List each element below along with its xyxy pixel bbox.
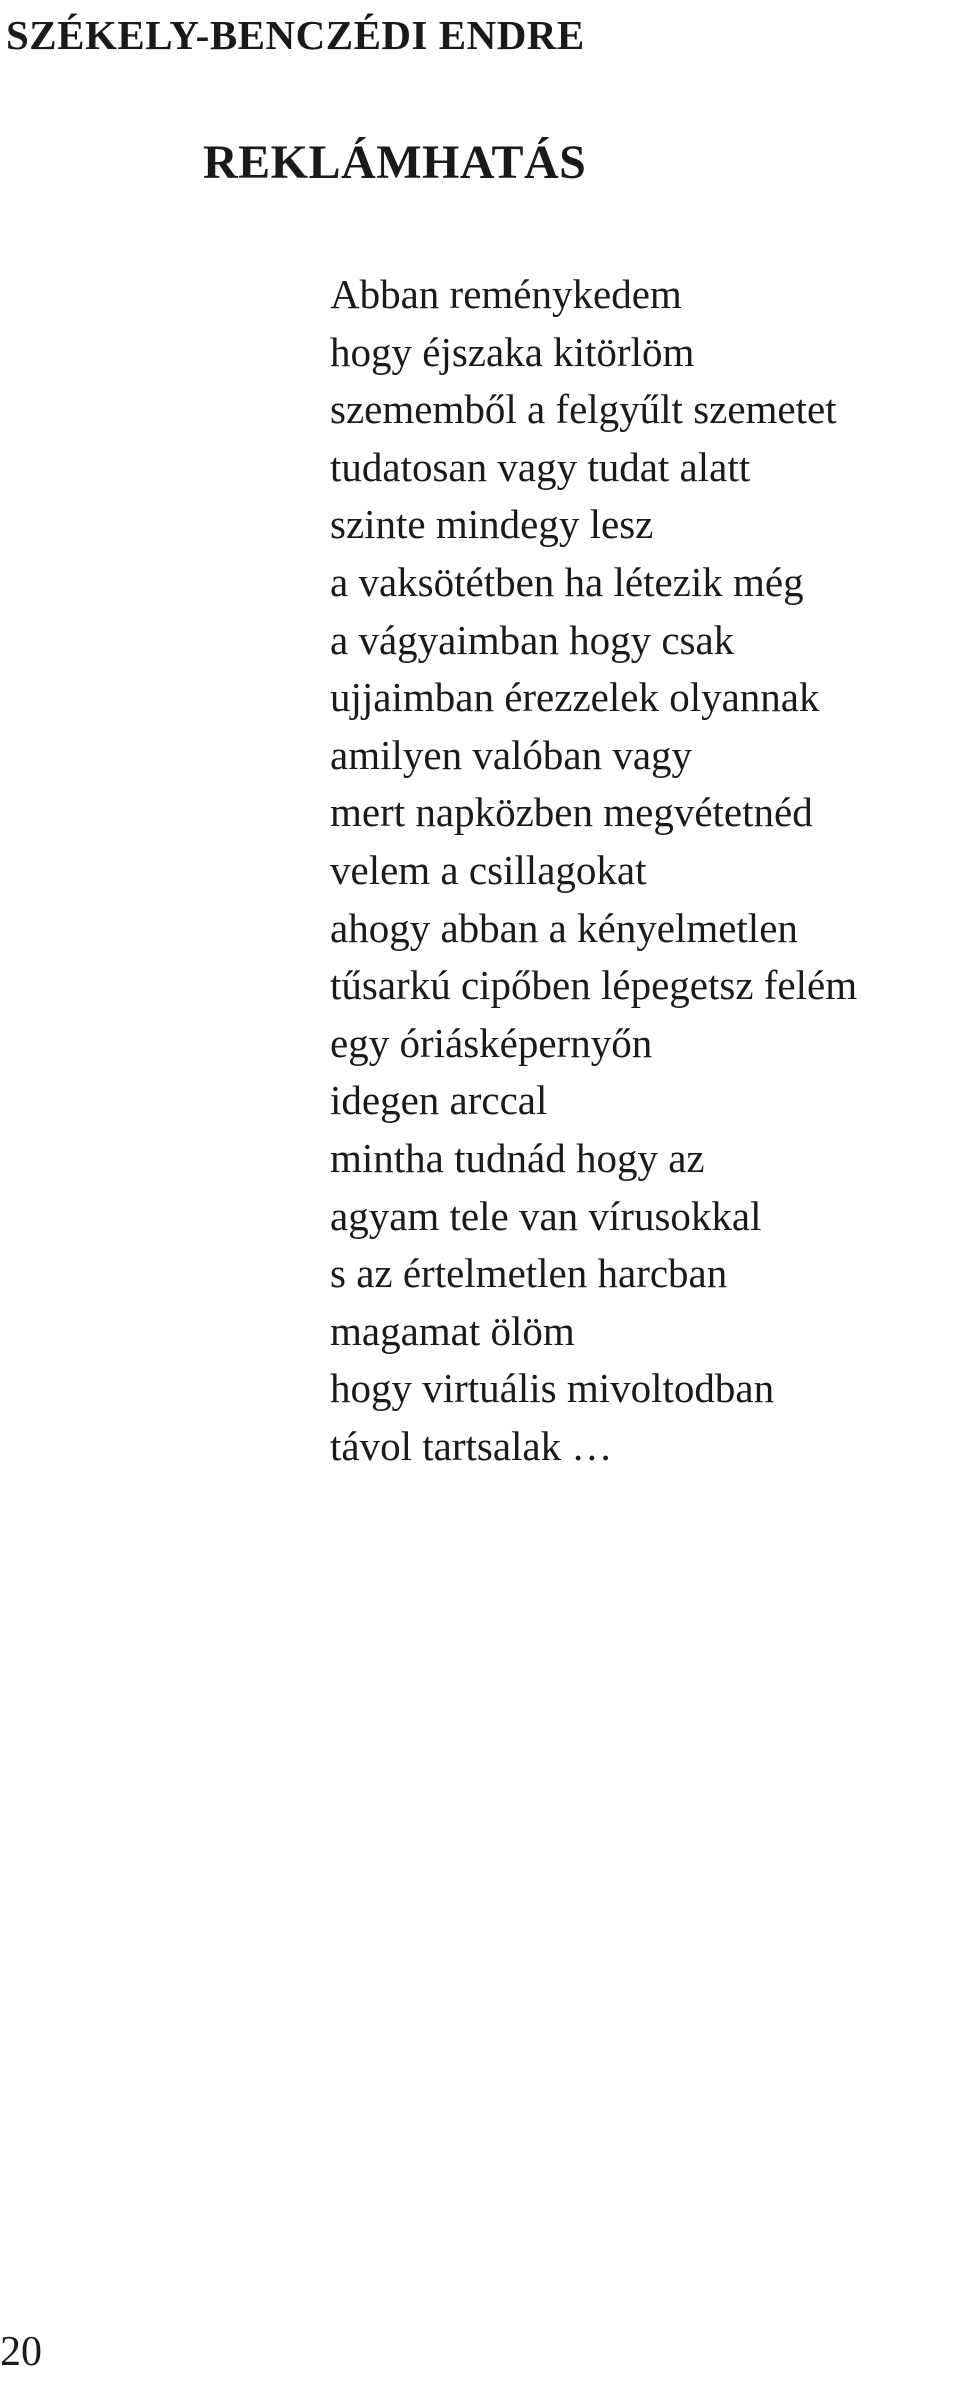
- poem-line: agyam tele van vírusokkal: [330, 1192, 762, 1239]
- poem-line: amilyen valóban vagy: [330, 731, 693, 778]
- poem-body: [330, 266, 857, 1475]
- poem-line: távol tartsalak …: [330, 1422, 613, 1469]
- poem-line: egy óriásképernyőn: [330, 1019, 653, 1066]
- poem-line: s az értelmetlen harcban: [330, 1250, 728, 1297]
- poem-line: hogy éjszaka kitörlöm: [330, 328, 695, 375]
- poem-title: REKLÁMHATÁS: [203, 136, 587, 189]
- page-number: 20: [0, 2329, 42, 2375]
- poem-line: mert napközben megvétetnéd: [330, 789, 813, 836]
- poem-line: mintha tudnád hogy az: [330, 1134, 705, 1181]
- poem-line: szememből a felgyűlt szemetet: [330, 386, 837, 433]
- poem-line: hogy virtuális mivoltodban: [330, 1365, 775, 1412]
- poem-line: ahogy abban a kényelmetlen: [330, 904, 798, 951]
- poem-line: szinte mindegy lesz: [330, 501, 654, 548]
- poem-line: tudatosan vagy tudat alatt: [330, 443, 751, 490]
- poem-line: a vágyaimban hogy csak: [330, 616, 735, 663]
- poem-line: a vaksötétben ha létezik még: [330, 558, 804, 605]
- poem-line: Abban reménykedem: [330, 271, 682, 317]
- poem-line: velem a csillagokat: [330, 846, 647, 893]
- poem-line: ujjaimban érezzelek olyannak: [330, 674, 820, 721]
- poem-line: magamat ölöm: [330, 1307, 575, 1354]
- author-name: SZÉKELY-BENCZÉDI ENDRE: [6, 12, 585, 58]
- poem-line: idegen arccal: [330, 1077, 548, 1124]
- poem-line: tűsarkú cipőben lépegetsz felém: [330, 962, 858, 1009]
